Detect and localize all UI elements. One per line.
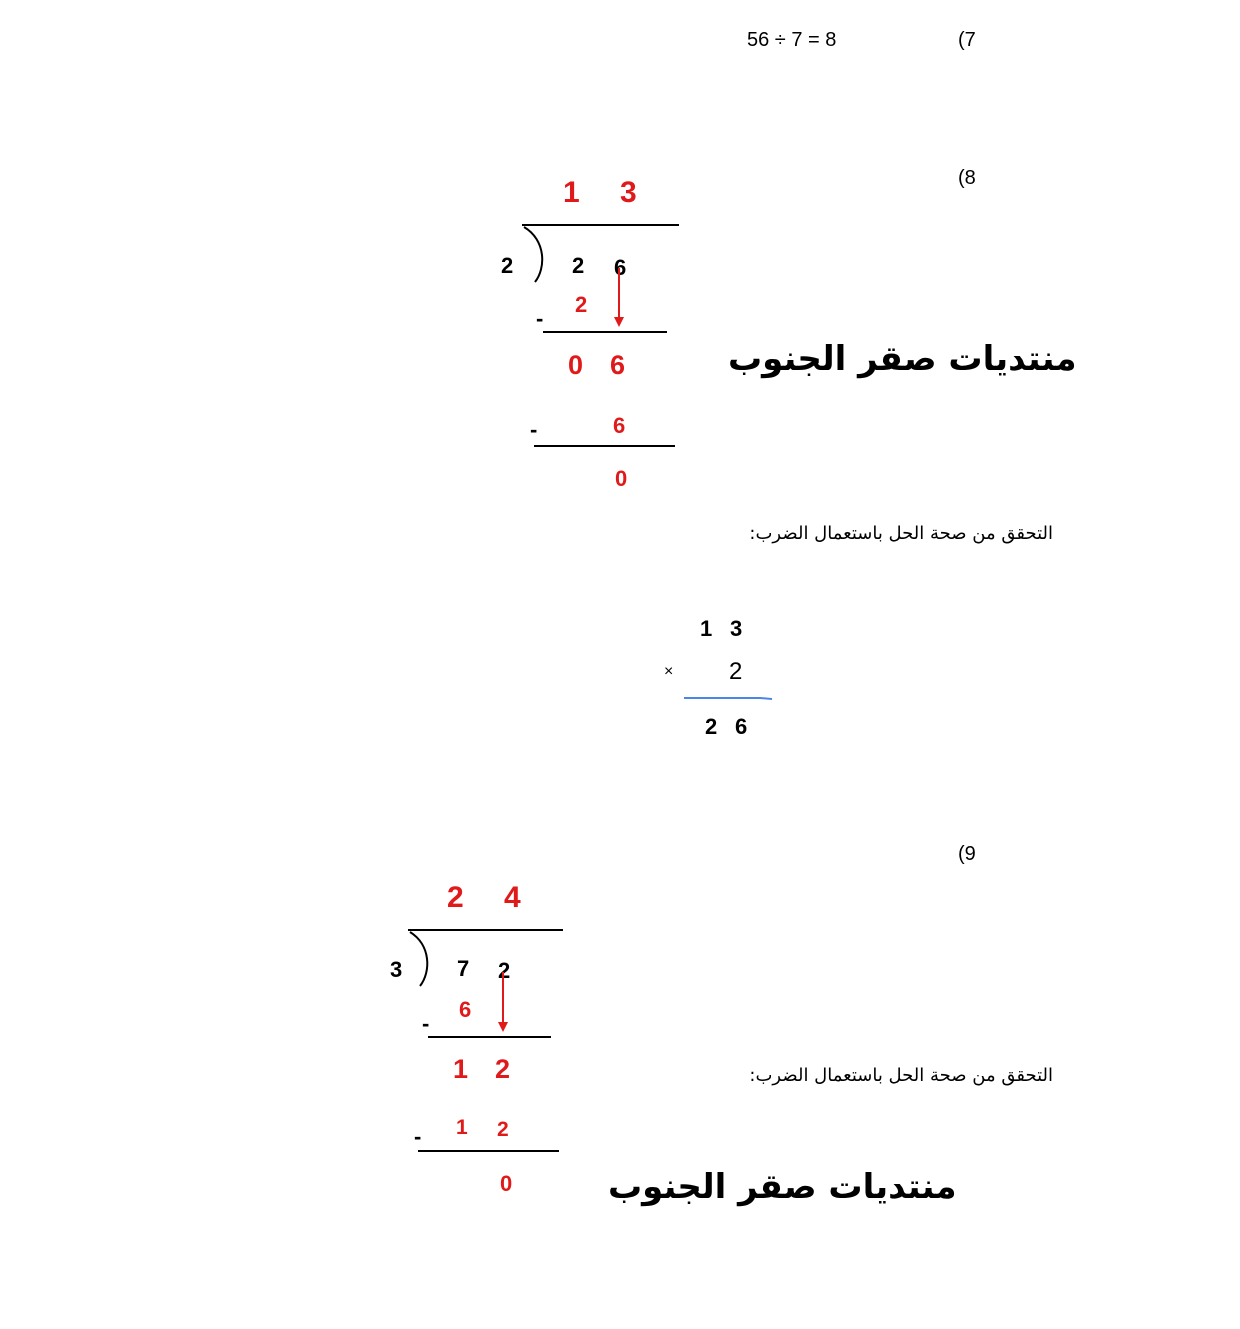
problem-8-number: (8 xyxy=(958,167,976,189)
p8-step2-subtract: 6 xyxy=(613,413,626,438)
v8-multiplier: 2 xyxy=(729,658,743,685)
p9-division-bracket xyxy=(410,932,427,986)
verification-label-1: التحقق من صحة الحل باستعمال الضرب: xyxy=(749,523,1053,544)
p8-division-bracket xyxy=(524,227,542,282)
v8-top-digit-1: 1 xyxy=(700,616,713,641)
p8-divisor: 2 xyxy=(501,253,514,278)
p8-dividend-digit-2: 6 xyxy=(614,255,627,280)
p8-step1-subtract: 2 xyxy=(575,292,588,317)
p8-step2-minus: - xyxy=(530,417,538,442)
watermark-2: منتديات صقر الجنوب xyxy=(608,1167,957,1207)
v8-product-digit-2: 6 xyxy=(735,716,748,734)
p9-step1-minus: - xyxy=(422,1011,430,1036)
p8-step1-result-digit-2: 6 xyxy=(610,350,626,380)
p9-step1-subtract: 6 xyxy=(459,997,472,1022)
p8-quotient-digit-2: 3 xyxy=(620,176,637,209)
p9-divisor: 3 xyxy=(390,957,403,982)
p9-dividend-digit-1: 7 xyxy=(457,956,470,981)
verification-label-2: التحقق من صحة الحل باستعمال الضرب: xyxy=(749,1065,1053,1086)
problem-7-number: (7 xyxy=(958,29,976,51)
v8-product-digit-1: 2 xyxy=(705,716,718,734)
p9-remainder: 0 xyxy=(500,1173,513,1193)
p9-dividend-digit-2: 2 xyxy=(498,958,511,983)
p9-step2-subtract-digit-1: 1 xyxy=(456,1116,468,1139)
v8-top-digit-2: 3 xyxy=(730,616,743,641)
p8-quotient-digit-1: 1 xyxy=(563,176,580,209)
p9-step2-minus: - xyxy=(414,1124,422,1149)
problem-9-number: (9 xyxy=(958,843,976,865)
p9-quotient-digit-2: 4 xyxy=(504,881,521,914)
p9-step1-result-digit-2: 2 xyxy=(495,1054,511,1084)
p8-remainder: 0 xyxy=(615,468,628,488)
v8-product-rule xyxy=(684,698,772,699)
v8-times-sign: × xyxy=(664,663,674,680)
p9-step2-subtract-digit-2: 2 xyxy=(497,1118,509,1141)
p9-step1-result-digit-1: 1 xyxy=(453,1054,469,1084)
p8-step1-minus: - xyxy=(536,306,544,331)
p8-step1-result-digit-1: 0 xyxy=(568,350,584,380)
p8-dividend-digit-1: 2 xyxy=(572,253,585,278)
problem-7-equation: 56 ÷ 7 = 8 xyxy=(747,29,837,51)
watermark-1: منتديات صقر الجنوب xyxy=(728,339,1077,379)
p9-quotient-digit-1: 2 xyxy=(447,881,464,914)
